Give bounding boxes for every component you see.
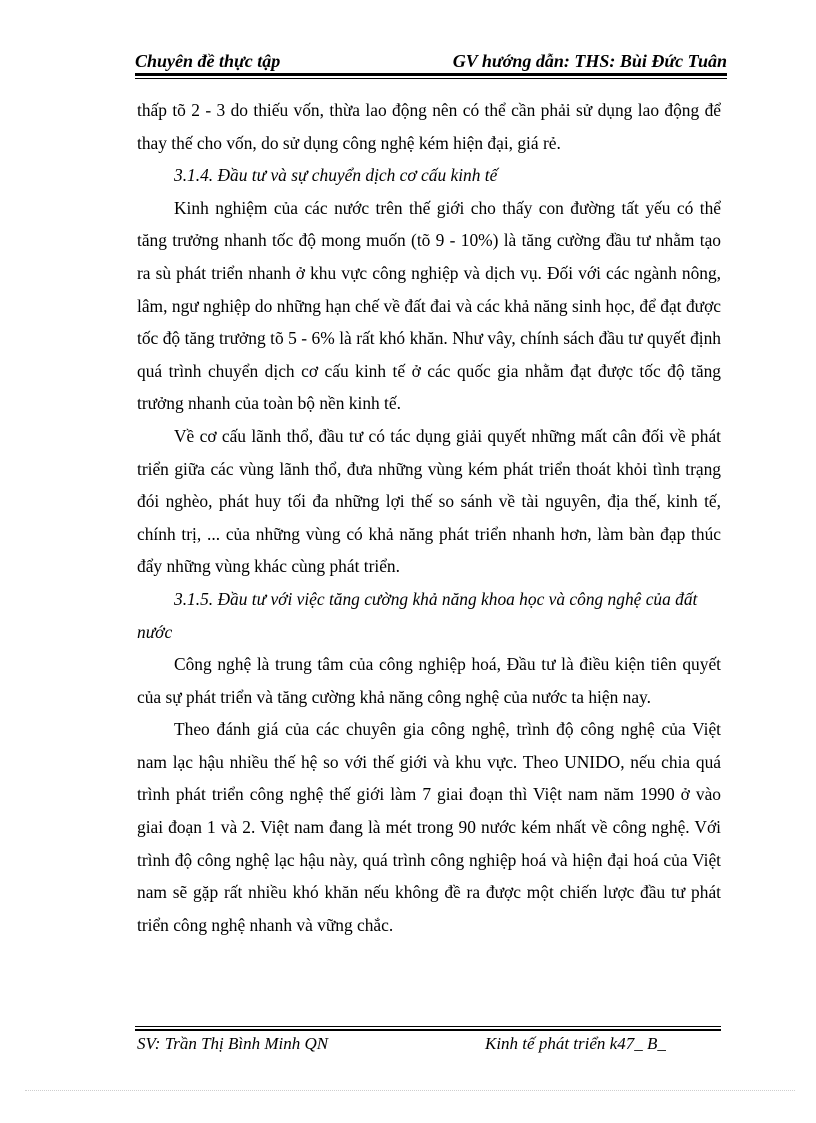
paragraph-technology-center: Công nghệ là trung tâm của công nghiệp hoá, Đầu tư là điều kiện tiên quyết của sự phát triển và tăng cường khả năng công nghệ của nước ta hiện nay. xyxy=(137,654,721,707)
section-heading-3-1-5: 3.1.5. Đầu tư với việc tăng cường khả năng khoa học và công nghệ của đất nước xyxy=(137,588,698,642)
header-supervisor: GV hướng dẫn: THS: Bùi Đức Tuân xyxy=(452,51,727,71)
footer-student-name: SV: Trần Thị Bình Minh QN xyxy=(137,1034,329,1053)
paragraph-technology-assessment: Theo đánh giá của các chuyên gia công nghệ, trình độ công nghệ của Việt nam lạc hậu nhiều thế hệ so với thế giới và khu vực. Theo UNIDO, nếu chia quá trình phát triển công nghệ thế giới làm 7 giai đoạn thì Việt nam năm 1990 ở vào giai đoạn 1 và 2. Việt nam đang là mét trong 90 nước kém nhất về công nghệ. Với trình độ công nghệ lạc hậu này, quá trình công nghiệp hoá và hiện đại hoá của Việt nam sẽ gặp rất nhiều khó khăn nếu không đề ra được một chiến lược đầu tư phát triển công nghệ nhanh và vững chắc. xyxy=(137,719,721,935)
header-rule-thin xyxy=(135,78,727,79)
paragraph-experience: Kinh nghiệm của các nước trên thế giới cho thấy con đường tất yếu có thể tăng trưởng nhanh tốc độ mong muốn (tõ 9 - 10%) là tăng cường đầu tư nhằm tạo ra sù phát triển nhanh ở khu vực công nghiệp và dịch vụ. Đối với các ngành nông, lâm, ngư nghiệp do những hạn chế về đất đai và các khả năng sinh học, để đạt được tốc độ tăng trưởng tõ 5 - 6% là rất khó khăn. Như vây, chính sách đầu tư quyết định quá trình chuyển dịch cơ cấu kinh tế ở các quốc gia nhằm đạt được tốc độ tăng trưởng nhanh của toàn bộ nền kinh tế. xyxy=(137,197,721,414)
page-header xyxy=(135,48,727,74)
page-body xyxy=(137,94,721,941)
paragraph-territorial-structure: Về cơ cấu lãnh thổ, đầu tư có tác dụng giải quyết những mất cân đối về phát triển giữa các vùng lãnh thổ, đưa những vùng kém phát triển thoát khỏi tình trạng đói nghèo, phát huy tối đa những lợi thế so sánh về tài nguyên, địa thế, kinh tế, chính trị, ... của những vùng có khả năng phát triển nhanh hơn, làm bàn đạp thúc đẩy những vùng khác cùng phát triển. xyxy=(137,425,721,577)
paragraph-continuation: thấp tõ 2 - 3 do thiếu vốn, thừa lao động nên có thể cần phải sử dụng lao động để thay thế cho vốn, do sử dụng công nghệ kém hiện đại, giá rẻ. xyxy=(137,100,721,153)
footer-course: Kinh tế phát triển k47_ B_ xyxy=(485,1034,666,1053)
header-rule-thick xyxy=(135,73,727,76)
footer-rule-thick xyxy=(135,1029,721,1031)
section-heading-3-1-4: 3.1.4. Đầu tư và sự chuyển dịch cơ cấu kinh tế xyxy=(174,165,498,186)
page-bottom-dotted-border xyxy=(25,1090,795,1091)
footer-rule-thin xyxy=(135,1026,721,1027)
header-report-title: Chuyên đề thực tập xyxy=(135,51,281,71)
